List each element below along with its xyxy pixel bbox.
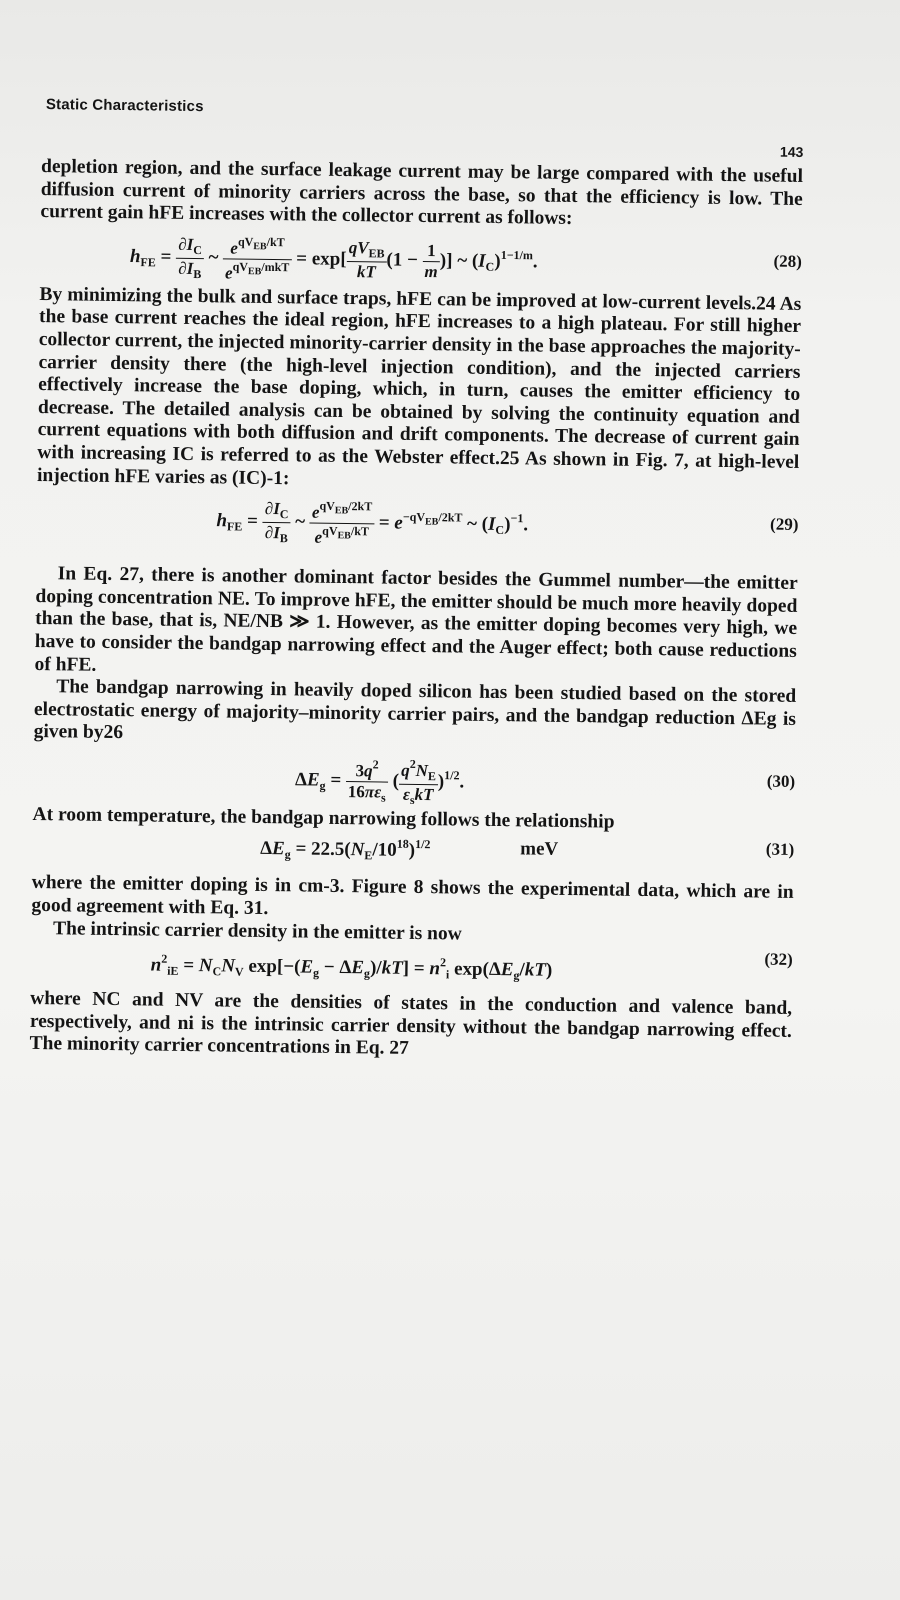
- equation-number: (32): [764, 949, 793, 970]
- page-number: 143: [779, 143, 804, 160]
- equation-31-unit: meV: [520, 838, 559, 861]
- page-body: [29, 156, 803, 1066]
- paragraph-1: depletion region, and the surface leakage current may be large compared with the useful diffusion current of minority carriers across the base, so that the efficiency is low. The current gain hFE increases with the collector current as follows:: [40, 155, 804, 230]
- equation-28-expression: $h_{FE}$ = $\frac{\partial I_C}{\partial I_B}$ ~ $\frac{e^{qV_{EB}/kT}}{e^{qV_{EB}/mkT}}$ = exp[ $\frac{qV_{EB}}{kT}$ (1 − $\frac{1}{m}$ )] ~ $(I_C)^{1-1/m}$.: [129, 234, 538, 283]
- equation-32: [30, 940, 793, 998]
- equation-30: [33, 744, 796, 814]
- equation-number: (29): [770, 514, 799, 535]
- paragraph-3: In Eq. 27, there is another dominant factor besides the Gummel number—the emitter doping concentration NE. To improve hFE, the emitter should be much more heavily doped than the base, that is, NE/NB ≫ 1. However, as the emitter doping becomes very high, we have to consider the bandgap narrowing effect and the Auger effect; both cause reductions of hFE.: [34, 563, 798, 676]
- paragraph-4: The bandgap narrowing in heavily doped silicon has been studied based on the stored electrostatic energy of majority–minority carrier pairs, and the bandgap reduction ΔEg is given by26: [33, 676, 797, 744]
- equation-number: (30): [766, 771, 796, 791]
- paragraph-7: The intrinsic carrier density in the emitter is now: [52, 917, 462, 945]
- equation-28: [40, 224, 803, 294]
- running-head: Static Characteristics: [45, 96, 204, 116]
- equation-32-expression: $n^2_{iE} = N_CN_V$ $\exp[-(E_g - \Delta E_g)/kT] = n^2_i$ $\exp(\Delta E_g/kT)$: [150, 951, 553, 983]
- equation-number: (28): [773, 251, 803, 271]
- equation-number: (31): [765, 840, 795, 860]
- equation-29-expression: $h_{FE}$ = $\frac{\partial I_C}{\partial I_B}$ ~ $\frac{e^{qV_{EB}/2kT}}{e^{qV_{EB}/kT}}$ = $e^{-qV_{EB}/2kT}$ ~ $(I_C)^{-1}$.: [216, 498, 529, 547]
- paragraph-2: By minimizing the bulk and surface traps, hFE can be improved at low-current levels.24 As the base current reaches the ideal region, hFE increases to a high plateau. For still higher collector current, the injected minority-carrier density in the base approaches the majority-carrier density there (the high-level injection condition), and the injected carriers effectively increase the base doping, which, in turn, causes the emitter efficiency to decrease. The detailed analysis can be obtained by solving the continuity equation and current equations with both diffusion and drift components. The decrease of current gain with increasing IC is referred to as the Webster effect.25 As shown in Fig. 7, at high-level injection hFE varies as (IC)-1:: [36, 283, 802, 489]
- equation-30-expression: $\Delta E_g$ = $\frac{3q^2}{16\pi\varepsilon_s}$ ( $\frac{q^2N_E}{\varepsilon_skT}$ )$^{1/2}$.: [294, 756, 465, 807]
- paragraph-6: where the emitter doping is in cm-3. Figure 8 shows the experimental data, which are in good agreement with Eq. 31.: [31, 872, 794, 920]
- page-content: [29, 96, 804, 1060]
- paragraph-5: At room temperature, the bandgap narrowing follows the relationship: [32, 803, 615, 833]
- equation-31-expression: $\Delta E_g = 22.5(N_E/10^{18})^{1/2}$: [260, 837, 431, 863]
- equation-29: [36, 487, 799, 557]
- paragraph-8: where NC and NV are the densities of states in the conduction and valence band, respectively, and ni is the intrinsic carrier density without the bandgap narrowing effect. The minority carrier concentrations in Eq. 27: [29, 988, 793, 1060]
